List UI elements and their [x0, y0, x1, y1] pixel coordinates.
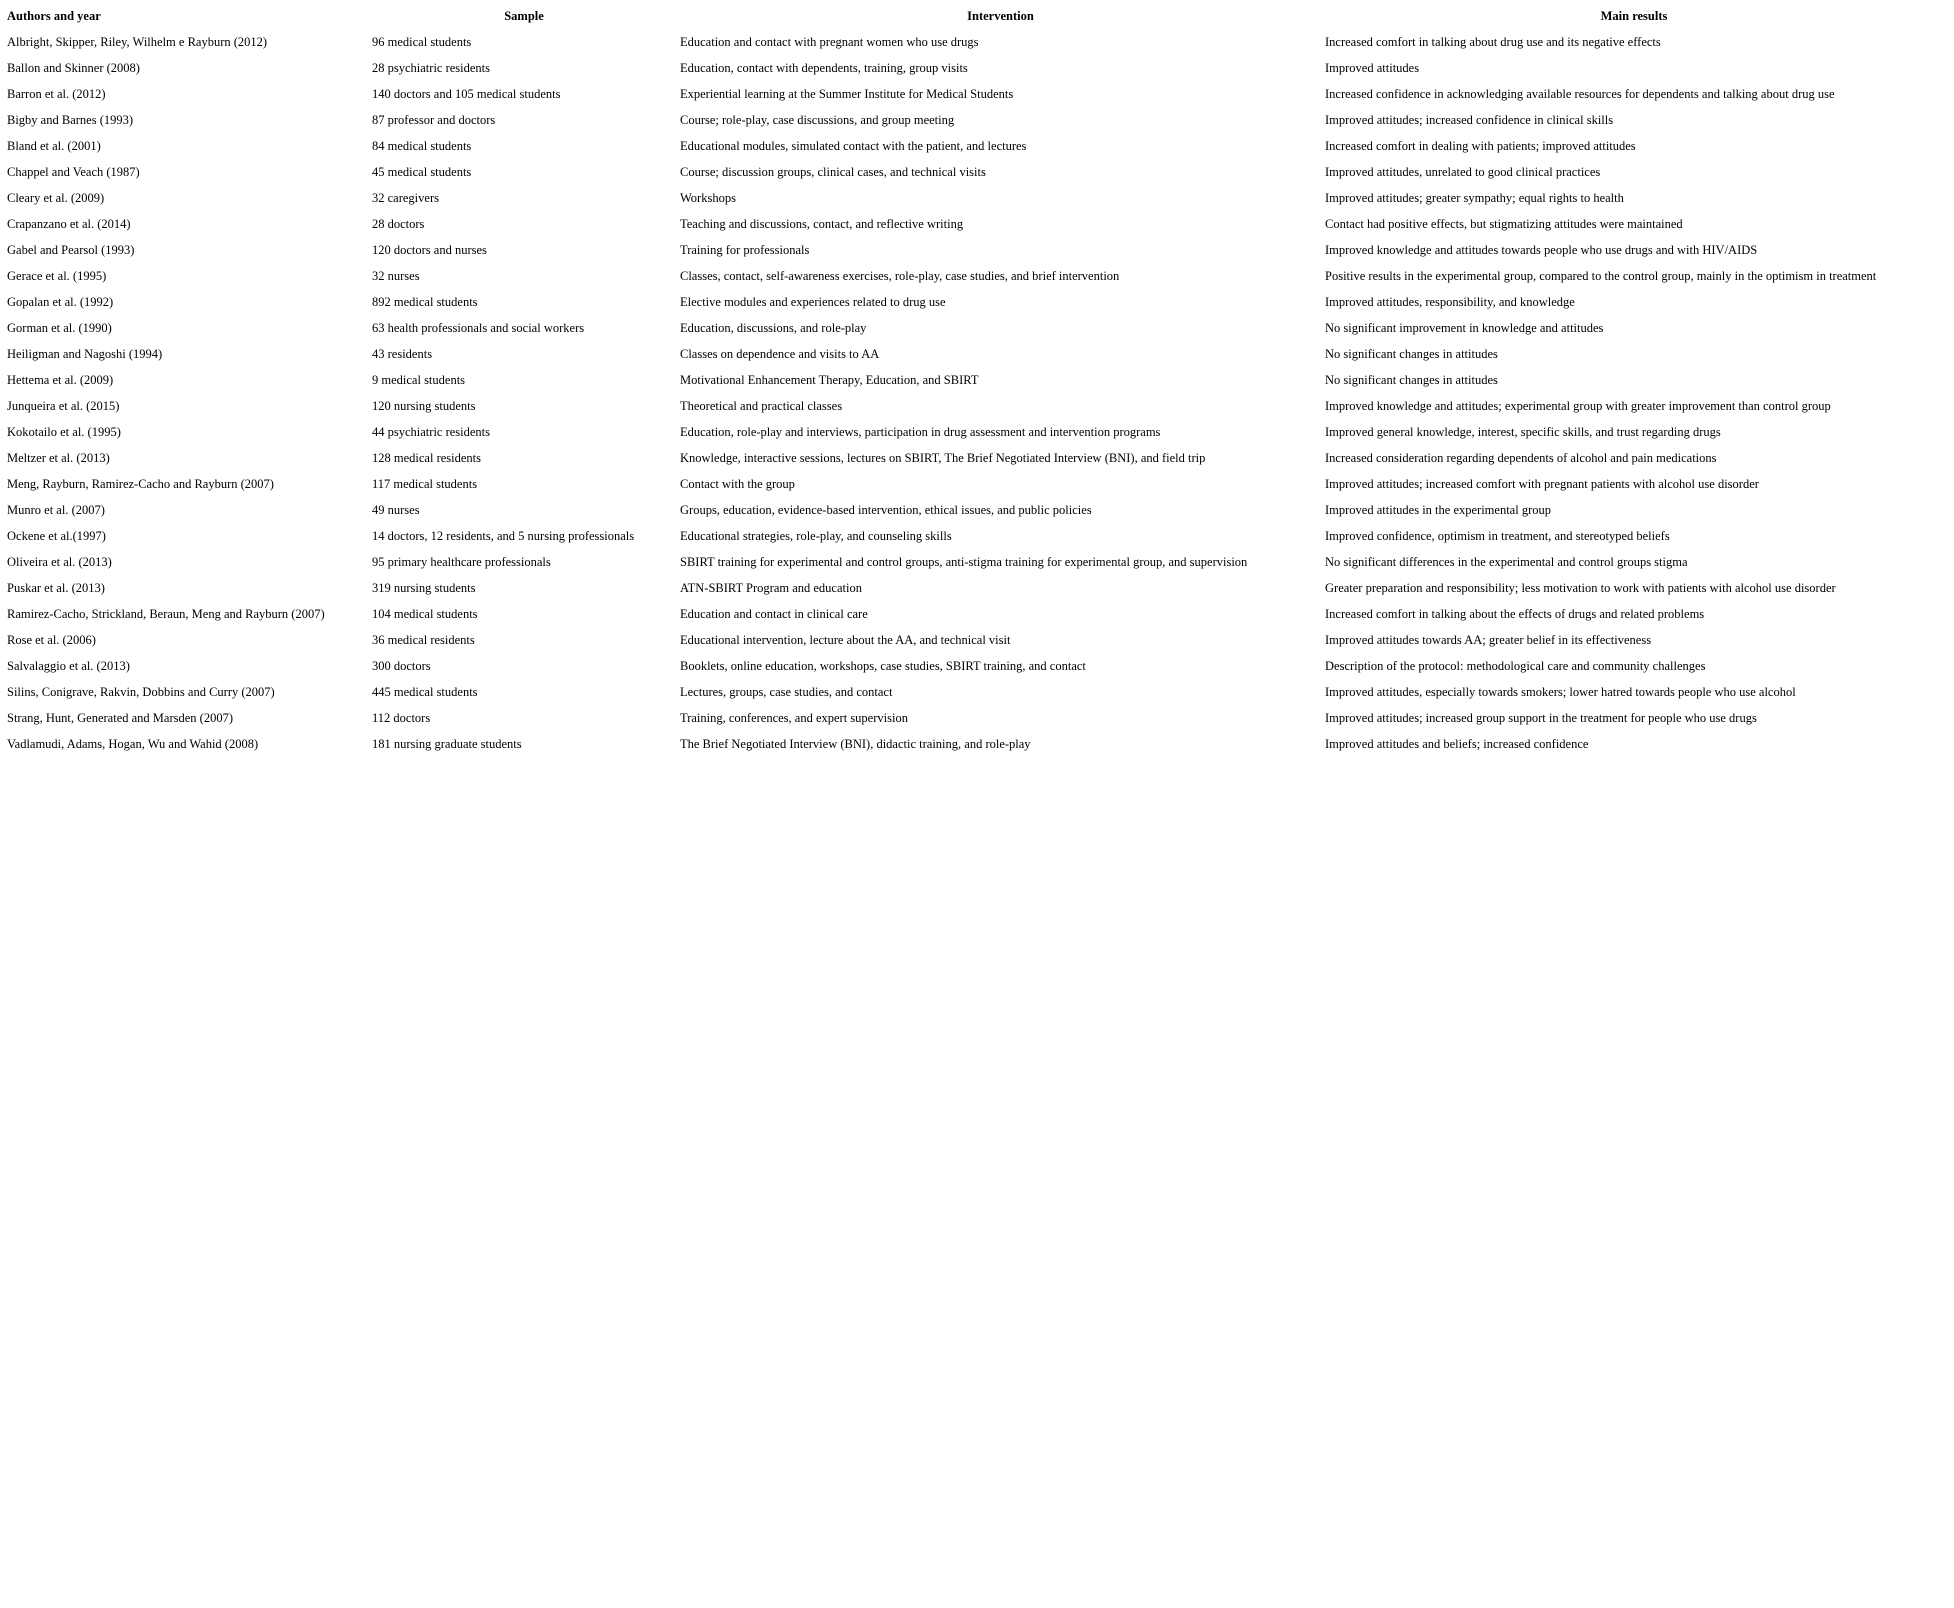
cell-intervention: Education, contact with dependents, training, group visits [680, 61, 968, 75]
cell-results: Improved attitudes; increased confidence in clinical skills [1325, 113, 1614, 127]
table-row [6, 108, 1944, 132]
cell-intervention: Experiential learning at the Summer Institute for Medical Students [680, 87, 1014, 101]
cell-results: Positive results in the experimental group, compared to the control group, mainly in the optimism in treatment [1325, 269, 1877, 283]
cell-intervention: Educational strategies, role-play, and counseling skills [680, 529, 952, 543]
header-row [6, 4, 1944, 28]
cell-authors: Vadlamudi, Adams, Hogan, Wu and Wahid (2008) [7, 737, 259, 751]
cell-intervention: Training, conferences, and expert supervision [680, 711, 908, 725]
cell-authors: Crapanzano et al. (2014) [7, 217, 131, 231]
cell-results: Improved attitudes [1325, 61, 1420, 75]
cell-sample: 104 medical students [372, 607, 478, 621]
cell-results: Improved attitudes and beliefs; increased confidence [1325, 737, 1589, 751]
table-row [6, 472, 1944, 496]
cell-sample: 49 nurses [372, 503, 420, 517]
table-row [6, 290, 1944, 314]
cell-authors: Gorman et al. (1990) [7, 321, 112, 335]
cell-intervention: Elective modules and experiences related to drug use [680, 295, 946, 309]
cell-results: Improved attitudes, especially towards smokers; lower hatred towards people who use alcohol [1325, 685, 1796, 699]
table-row [6, 446, 1944, 470]
cell-authors: Kokotailo et al. (1995) [7, 425, 121, 439]
cell-sample: 36 medical residents [372, 633, 475, 647]
cell-sample: 14 doctors, 12 residents, and 5 nursing professionals [372, 529, 635, 543]
cell-intervention: Training for professionals [680, 243, 810, 257]
table-row [6, 706, 1944, 730]
cell-intervention: Motivational Enhancement Therapy, Education, and SBIRT [680, 373, 979, 387]
table-row [6, 654, 1944, 678]
table-row [6, 186, 1944, 210]
cell-results: Contact had positive effects, but stigmatizing attitudes were maintained [1325, 217, 1683, 231]
cell-results: Improved knowledge and attitudes; experimental group with greater improvement than control group [1325, 399, 1831, 413]
cell-authors: Chappel and Veach (1987) [7, 165, 140, 179]
cell-sample: 96 medical students [372, 35, 472, 49]
cell-results: Increased comfort in talking about drug use and its negative effects [1325, 35, 1661, 49]
cell-sample: 112 doctors [372, 711, 431, 725]
cell-authors: Munro et al. (2007) [7, 503, 105, 517]
cell-intervention: Theoretical and practical classes [680, 399, 843, 413]
table-row [6, 82, 1944, 106]
table-row [6, 56, 1944, 80]
cell-results: No significant improvement in knowledge and attitudes [1325, 321, 1604, 335]
cell-sample: 44 psychiatric residents [372, 425, 491, 439]
cell-authors: Ramirez-Cacho, Strickland, Beraun, Meng and Rayburn (2007) [7, 607, 325, 621]
cell-sample: 128 medical residents [372, 451, 481, 465]
cell-results: Increased comfort in dealing with patients; improved attitudes [1325, 139, 1636, 153]
cell-sample: 95 primary healthcare professionals [372, 555, 551, 569]
cell-sample: 28 psychiatric residents [372, 61, 491, 75]
cell-authors: Bigby and Barnes (1993) [7, 113, 134, 127]
cell-authors: Meng, Rayburn, Ramirez-Cacho and Rayburn (2007) [7, 477, 274, 491]
table-row [6, 316, 1944, 340]
cell-results: Improved attitudes towards AA; greater belief in its effectiveness [1325, 633, 1652, 647]
cell-sample: 300 doctors [372, 659, 431, 673]
cell-intervention: Classes on dependence and visits to AA [680, 347, 880, 361]
cell-authors: Barron et al. (2012) [7, 87, 106, 101]
cell-results: Improved general knowledge, interest, specific skills, and trust regarding drugs [1325, 425, 1721, 439]
cell-sample: 120 doctors and nurses [372, 243, 487, 257]
table-row [6, 576, 1944, 600]
cell-sample: 117 medical students [372, 477, 478, 491]
cell-authors: Heiligman and Nagoshi (1994) [7, 347, 163, 361]
cell-intervention: ATN-SBIRT Program and education [680, 581, 862, 595]
cell-intervention: Lectures, groups, case studies, and contact [680, 685, 893, 699]
cell-authors: Junqueira et al. (2015) [7, 399, 120, 413]
cell-sample: 120 nursing students [372, 399, 476, 413]
cell-sample: 45 medical students [372, 165, 472, 179]
table-row [6, 264, 1944, 288]
cell-sample: 32 caregivers [372, 191, 439, 205]
cell-authors: Rose et al. (2006) [7, 633, 96, 647]
table-row [6, 134, 1944, 158]
cell-intervention: Teaching and discussions, contact, and reflective writing [680, 217, 964, 231]
cell-authors: Gabel and Pearsol (1993) [7, 243, 135, 257]
cell-authors: Gerace et al. (1995) [7, 269, 107, 283]
cell-sample: 63 health professionals and social workers [372, 321, 585, 335]
cell-intervention: Education, discussions, and role-play [680, 321, 867, 335]
cell-intervention: Educational modules, simulated contact with the patient, and lectures [680, 139, 1027, 153]
table-row [6, 212, 1944, 236]
cell-intervention: The Brief Negotiated Interview (BNI), didactic training, and role-play [680, 737, 1031, 751]
cell-authors: Salvalaggio et al. (2013) [7, 659, 130, 673]
cell-results: No significant differences in the experimental and control groups stigma [1325, 555, 1688, 569]
cell-results: Increased comfort in talking about the effects of drugs and related problems [1325, 607, 1705, 621]
cell-sample: 87 professor and doctors [372, 113, 496, 127]
cell-authors: Ockene et al.(1997) [7, 529, 106, 543]
table-row [6, 420, 1944, 444]
table-row [6, 368, 1944, 392]
table-row [6, 732, 1944, 756]
cell-authors: Meltzer et al. (2013) [7, 451, 110, 465]
cell-sample: 9 medical students [372, 373, 466, 387]
cell-intervention: Education and contact with pregnant women who use drugs [680, 35, 979, 49]
cell-intervention: SBIRT training for experimental and control groups, anti-stigma training for experimental group, and supervision [680, 555, 1248, 569]
cell-intervention: Classes, contact, self-awareness exercises, role-play, case studies, and brief intervention [680, 269, 1120, 283]
cell-results: Improved attitudes in the experimental group [1325, 503, 1551, 517]
cell-intervention: Booklets, online education, workshops, case studies, SBIRT training, and contact [680, 659, 1086, 673]
cell-results: Greater preparation and responsibility; less motivation to work with patients with alcohol use disorder [1325, 581, 1836, 595]
table-row [6, 524, 1944, 548]
header-sample: Sample [504, 9, 544, 23]
table-row [6, 498, 1944, 522]
cell-authors: Gopalan et al. (1992) [7, 295, 114, 309]
cell-results: Improved attitudes, responsibility, and knowledge [1325, 295, 1575, 309]
cell-results: Increased confidence in acknowledging available resources for dependents and talking about drug use [1325, 87, 1835, 101]
table-row [6, 394, 1944, 418]
header-authors: Authors and year [7, 9, 101, 23]
cell-sample: 181 nursing graduate students [372, 737, 522, 751]
cell-sample: 43 residents [372, 347, 433, 361]
table-row [6, 342, 1944, 366]
cell-authors: Cleary et al. (2009) [7, 191, 105, 205]
cell-results: No significant changes in attitudes [1325, 373, 1498, 387]
cell-intervention: Workshops [680, 191, 736, 205]
cell-authors: Oliveira et al. (2013) [7, 555, 112, 569]
cell-sample: 140 doctors and 105 medical students [372, 87, 561, 101]
table-row [6, 238, 1944, 262]
cell-sample: 84 medical students [372, 139, 472, 153]
cell-authors: Hettema et al. (2009) [7, 373, 114, 387]
cell-authors: Bland et al. (2001) [7, 139, 101, 153]
table-row [6, 602, 1944, 626]
cell-intervention: Education, role-play and interviews, participation in drug assessment and intervention programs [680, 425, 1161, 439]
cell-intervention: Contact with the group [680, 477, 795, 491]
cell-results: No significant changes in attitudes [1325, 347, 1498, 361]
cell-intervention: Course; role-play, case discussions, and group meeting [680, 113, 955, 127]
cell-results: Improved knowledge and attitudes towards people who use drugs and with HIV/AIDS [1325, 243, 1758, 257]
table-row [6, 680, 1944, 704]
cell-intervention: Groups, education, evidence-based intervention, ethical issues, and public policies [680, 503, 1092, 517]
cell-sample: 445 medical students [372, 685, 478, 699]
cell-results: Improved attitudes, unrelated to good clinical practices [1325, 165, 1601, 179]
cell-intervention: Educational intervention, lecture about the AA, and technical visit [680, 633, 1011, 647]
cell-results: Increased consideration regarding dependents of alcohol and pain medications [1325, 451, 1717, 465]
header-intervention: Intervention [967, 9, 1034, 23]
cell-authors: Strang, Hunt, Generated and Marsden (2007) [7, 711, 233, 725]
cell-results: Improved attitudes; increased comfort with pregnant patients with alcohol use disorder [1325, 477, 1759, 491]
cell-results: Improved confidence, optimism in treatment, and stereotyped beliefs [1325, 529, 1670, 543]
cell-intervention: Knowledge, interactive sessions, lectures on SBIRT, The Brief Negotiated Interview (BNI), and field trip [680, 451, 1206, 465]
cell-authors: Puskar et al. (2013) [7, 581, 105, 595]
cell-authors: Silins, Conigrave, Rakvin, Dobbins and Curry (2007) [7, 685, 275, 699]
cell-results: Improved attitudes; greater sympathy; equal rights to health [1325, 191, 1624, 205]
cell-authors: Ballon and Skinner (2008) [7, 61, 140, 75]
table-row [6, 30, 1944, 54]
header-results: Main results [1600, 9, 1668, 23]
table-row [6, 628, 1944, 652]
cell-authors: Albright, Skipper, Riley, Wilhelm e Rayburn (2012) [7, 35, 268, 49]
cell-intervention: Education and contact in clinical care [680, 607, 868, 621]
table-row [6, 160, 1944, 184]
table-row [6, 550, 1944, 574]
table-body [6, 30, 1944, 756]
studies-table [4, 2, 1946, 758]
cell-sample: 892 medical students [372, 295, 478, 309]
cell-sample: 32 nurses [372, 269, 420, 283]
cell-sample: 28 doctors [372, 217, 425, 231]
cell-results: Improved attitudes; increased group support in the treatment for people who use drugs [1325, 711, 1757, 725]
cell-sample: 319 nursing students [372, 581, 476, 595]
cell-intervention: Course; discussion groups, clinical cases, and technical visits [680, 165, 986, 179]
cell-results: Description of the protocol: methodological care and community challenges [1325, 659, 1706, 673]
